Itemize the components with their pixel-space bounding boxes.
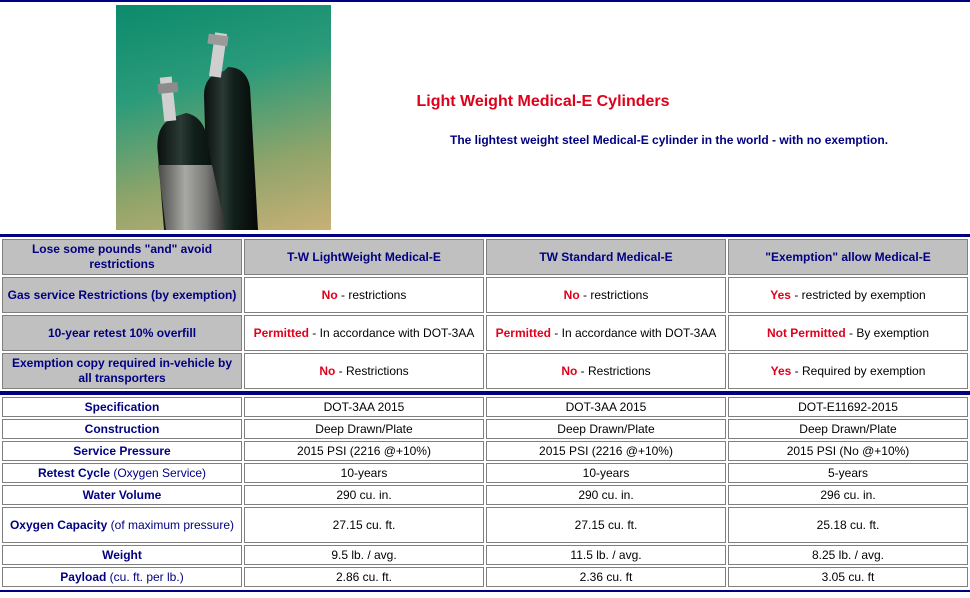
emphasis-text: Yes — [770, 287, 791, 302]
row-label — [2, 507, 242, 543]
table-cell — [244, 277, 484, 313]
cell-text: - Restrictions — [335, 363, 409, 378]
table-cell: 5-years — [728, 463, 968, 483]
emphasis-text: No — [319, 363, 336, 378]
table-cell: 3.05 cu. ft — [728, 567, 968, 587]
cell-text: - restrictions — [579, 287, 649, 302]
cell-text: - In accordance with DOT-3AA — [308, 325, 475, 340]
table-row — [2, 419, 968, 439]
table-cell — [728, 315, 968, 351]
table-cell — [244, 353, 484, 389]
row-label-text: Water Volume — [82, 487, 162, 502]
row-label-text: Weight — [102, 547, 142, 562]
table-cell: Deep Drawn/Plate — [728, 419, 968, 439]
row-label-text: Specification — [84, 399, 160, 414]
emphasis-text: No — [321, 287, 338, 302]
table-cell — [486, 353, 726, 389]
page-subtitle: The lightest weight steel Medical-E cylinder in the world - with no exemption. — [450, 133, 889, 147]
specs-table — [0, 392, 970, 589]
table-cell: 11.5 lb. / avg. — [486, 545, 726, 565]
row-label: Exemption copy required in-vehicle by all transporters — [2, 353, 242, 389]
table-cell — [486, 277, 726, 313]
cell-text: - restrictions — [337, 287, 407, 302]
top-rule — [0, 0, 970, 2]
table-row — [2, 567, 968, 587]
row-label — [2, 545, 242, 565]
table-row — [2, 463, 968, 483]
column-header: Lose some pounds "and" avoid restrictions — [2, 239, 242, 275]
table-cell: 25.18 cu. ft. — [728, 507, 968, 543]
table-cell: 290 cu. in. — [244, 485, 484, 505]
cell-text: - In accordance with DOT-3AA — [550, 325, 717, 340]
row-label-note: (of maximum pressure) — [107, 517, 235, 532]
row-label — [2, 441, 242, 461]
table-cell: 2.86 cu. ft. — [244, 567, 484, 587]
table-cell — [728, 277, 968, 313]
table-cell: Deep Drawn/Plate — [486, 419, 726, 439]
header — [332, 5, 970, 230]
table-row — [2, 485, 968, 505]
table-row — [2, 397, 968, 417]
table-row — [2, 315, 968, 351]
row-label-note: (Oxygen Service) — [110, 465, 207, 480]
table-cell: 296 cu. in. — [728, 485, 968, 505]
table-cell: 290 cu. in. — [486, 485, 726, 505]
emphasis-text: No — [561, 363, 578, 378]
row-label-text: Payload — [60, 569, 107, 584]
column-header: TW Standard Medical-E — [486, 239, 726, 275]
table-row — [2, 545, 968, 565]
emphasis-text: Permitted — [495, 325, 551, 340]
row-label-text: Retest Cycle — [37, 465, 110, 480]
row-label-text: Service Pressure — [73, 443, 171, 458]
table-cell — [486, 315, 726, 351]
table-cell: 2015 PSI (2216 @+10%) — [486, 441, 726, 461]
row-label — [2, 397, 242, 417]
table-cell: DOT-3AA 2015 — [486, 397, 726, 417]
cell-text: - restricted by exemption — [790, 287, 926, 302]
comparison-header-row — [2, 239, 968, 275]
row-label: Gas service Restrictions (by exemption) — [2, 277, 242, 313]
emphasis-text: No — [563, 287, 580, 302]
row-label-text: Oxygen Capacity — [9, 517, 108, 532]
comparison-table — [0, 234, 970, 394]
table-cell: 27.15 cu. ft. — [244, 507, 484, 543]
table-cell: 8.25 lb. / avg. — [728, 545, 968, 565]
column-header: "Exemption" allow Medical-E — [728, 239, 968, 275]
table-row — [2, 441, 968, 461]
emphasis-text: Not Permitted — [766, 325, 846, 340]
table-cell: 27.15 cu. ft. — [486, 507, 726, 543]
row-label — [2, 463, 242, 483]
table-cell — [244, 315, 484, 351]
emphasis-text: Permitted — [253, 325, 309, 340]
row-label — [2, 567, 242, 587]
cell-text: - Restrictions — [577, 363, 651, 378]
table-cell: DOT-3AA 2015 — [244, 397, 484, 417]
table-cell: 10-years — [244, 463, 484, 483]
cylinders-photo — [116, 5, 331, 230]
table-cell: 9.5 lb. / avg. — [244, 545, 484, 565]
cell-text: - By exemption — [845, 325, 930, 340]
table-cell: DOT-E11692-2015 — [728, 397, 968, 417]
table-row — [2, 353, 968, 389]
row-label-text: Construction — [84, 421, 160, 436]
table-cell: 2.36 cu. ft — [486, 567, 726, 587]
table-cell: 2015 PSI (2216 @+10%) — [244, 441, 484, 461]
bottom-rule — [0, 590, 970, 592]
emphasis-text: Yes — [770, 363, 792, 378]
table-cell — [728, 353, 968, 389]
row-label — [2, 485, 242, 505]
row-label-note: (cu. ft. per lb.) — [106, 569, 184, 584]
table-cell: 2015 PSI (No @+10%) — [728, 441, 968, 461]
table-cell: 10-years — [486, 463, 726, 483]
page-title: Light Weight Medical-E Cylinders — [416, 93, 670, 110]
table-row — [2, 507, 968, 543]
row-label: 10-year retest 10% overfill — [2, 315, 242, 351]
table-cell: Deep Drawn/Plate — [244, 419, 484, 439]
row-label — [2, 419, 242, 439]
cell-text: - Required by exemption — [791, 363, 926, 378]
table-row — [2, 277, 968, 313]
column-header: T-W LightWeight Medical-E — [244, 239, 484, 275]
